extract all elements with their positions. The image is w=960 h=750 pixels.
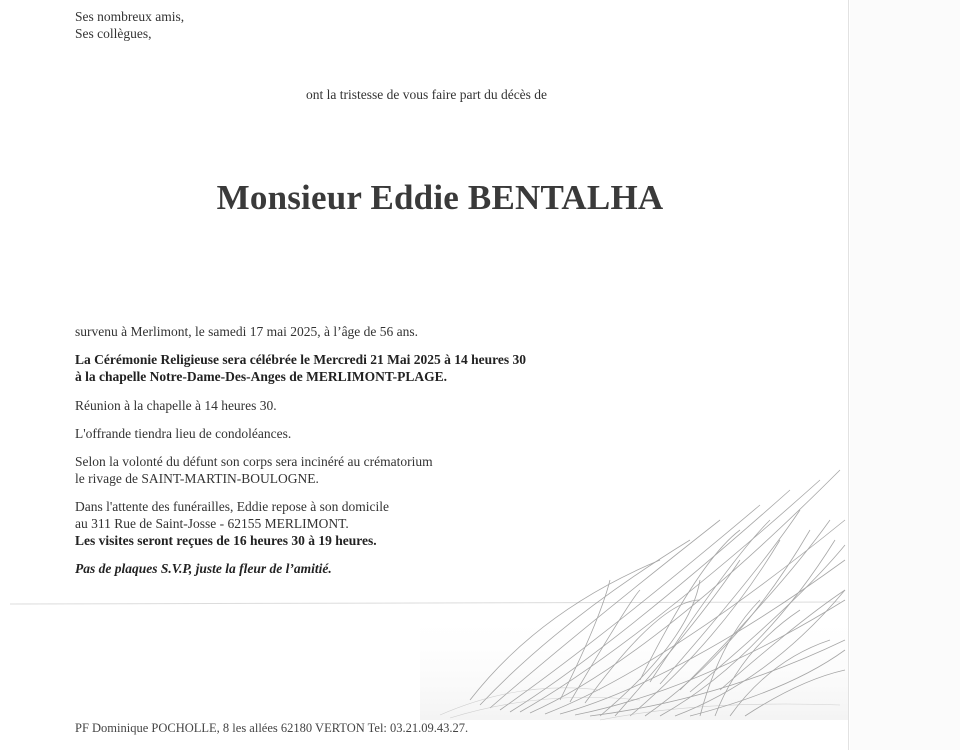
offering-line: L'offrande tiendra lieu de condoléances. bbox=[75, 426, 292, 441]
funeral-home-footer: PF Dominique POCHOLLE, 8 les allées 62180 VERTON Tel: 03.21.09.43.27. bbox=[75, 721, 469, 735]
cremation-line: Selon la volonté du défunt son corps sera incinéré au crématorium bbox=[75, 454, 433, 469]
horizon-line bbox=[10, 602, 840, 604]
address-line: au 311 Rue de Saint-Josse - 62155 MERLIMONT. bbox=[75, 516, 349, 531]
repose-line: Dans l'attente des funérailles, Eddie repose à son domicile bbox=[75, 499, 389, 514]
ceremony-location-line: à la chapelle Notre-Dame-Des-Anges de MERLIMONT-PLAGE. bbox=[75, 369, 447, 384]
colleagues-line: Ses collègues, bbox=[75, 26, 152, 41]
no-plaques-line: Pas de plaques S.V.P, juste la fleur de l’amitié. bbox=[75, 561, 332, 576]
sand-area bbox=[420, 610, 848, 720]
friends-line: Ses nombreux amis, bbox=[75, 9, 185, 24]
deceased-name: Monsieur Eddie BENTALHA bbox=[216, 178, 664, 217]
ceremony-line: La Cérémonie Religieuse sera célébrée le Mercredi 21 Mai 2025 à 14 heures 30 bbox=[75, 352, 526, 367]
visits-line: Les visites seront reçues de 16 heures 30 à 19 heures. bbox=[75, 533, 377, 548]
reunion-line: Réunion à la chapelle à 14 heures 30. bbox=[75, 398, 277, 413]
death-details: survenu à Merlimont, le samedi 17 mai 2025, à l’âge de 56 ans. bbox=[75, 324, 419, 339]
crematorium-line: le rivage de SAINT-MARTIN-BOULOGNE. bbox=[75, 471, 319, 486]
intro-line: ont la tristesse de vous faire part du décès de bbox=[306, 87, 548, 102]
